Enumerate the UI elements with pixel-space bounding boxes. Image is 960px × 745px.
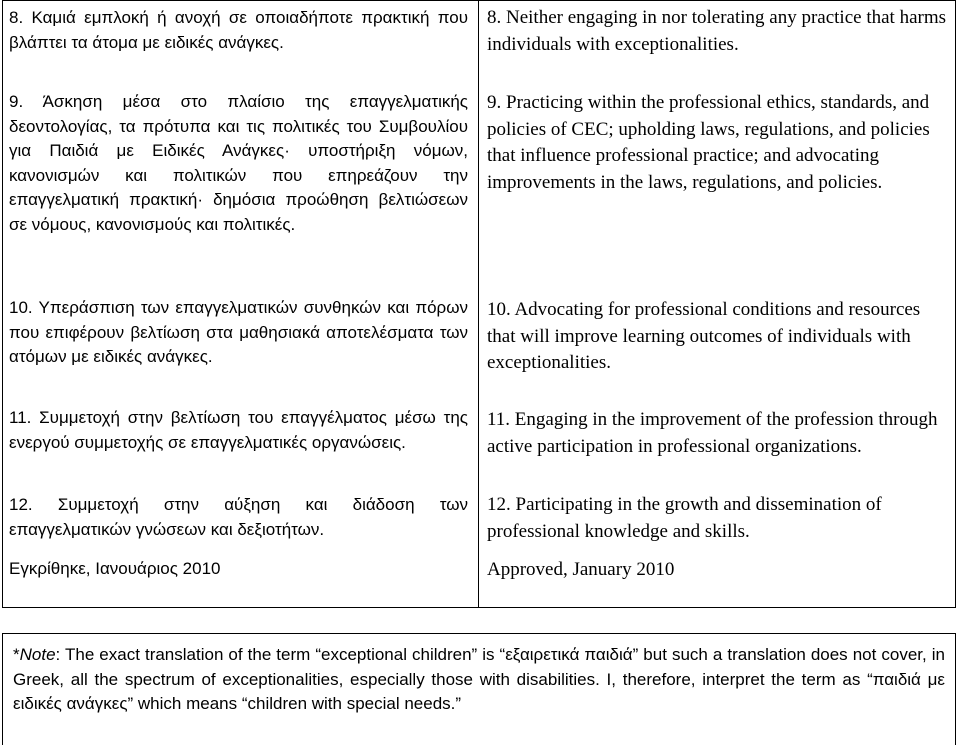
greek-item-9: 9. Άσκηση μέσα στο πλαίσιο της επαγγελματικής δεοντολογίας, τα πρότυπα και τις πολιτικές του Συμβουλίου για Παιδιά με Ειδικές Ανάγκες· υποστήριξη νόμων, κανονισμών και πολιτικών που επηρεάζουν την επαγγελματική πρακτική· δημόσια προώθηση βελτιώσεων σε νόμους, κανονισμούς και πολιτικές. bbox=[9, 92, 468, 234]
note-text: : The exact translation of the term “exceptional children” is “εξαιρετικά παιδιά” but such a translation does not cover, in Greek, all the spectrum of exceptionalities, especially those with disabilities. I, therefore, interpret the term as “παιδιά με ειδικές ανάγκες” which means “children with special needs.” bbox=[13, 645, 945, 713]
greek-item-10: 10. Υπεράσπιση των επαγγελματικών συνθηκών και πόρων που επιφέρουν βελτίωση στα μαθησιακά αποτελέσματα των ατόμων με ειδικές ανάγκες. bbox=[9, 298, 468, 366]
english-item-9: 9. Practicing within the professional ethics, standards, and policies of CEC; upholding laws, regulations, and policies that influence professional practice; and advocating improvements in the laws, regulations, and policies. bbox=[487, 92, 930, 193]
greek-item-8: 8. Καμιά εμπλοκή ή ανοχή σε οποιαδήποτε πρακτική που βλάπτει τα άτομα με ειδικές ανάγκες. bbox=[9, 8, 468, 52]
english-item-8: 8. Neither engaging in nor tolerating any practice that harms individuals with exceptionalities. bbox=[487, 7, 947, 55]
greek-approved-date: Εγκρίθηκε, Ιανουάριος 2010 bbox=[9, 559, 221, 578]
greek-item-11: 11. Συμμετοχή στην βελτίωση του επαγγέλματος μέσω της ενεργού συμμετοχής σε επαγγελματικές οργανώσεις. bbox=[9, 408, 468, 452]
english-item-11: 11. Engaging in the improvement of the profession through active participation in professional organizations. bbox=[487, 409, 938, 457]
english-item-10: 10. Advocating for professional conditions and resources that will improve learning outcomes of individuals with exceptionalities. bbox=[487, 299, 921, 373]
note-label: Note bbox=[19, 645, 56, 664]
english-item-12: 12. Participating in the growth and dissemination of professional knowledge and skills. bbox=[487, 494, 882, 542]
translation-note bbox=[2, 633, 956, 745]
note-asterisk: * bbox=[13, 645, 20, 664]
english-approved-date: Approved, January 2010 bbox=[487, 559, 675, 580]
greek-item-12: 12. Συμμετοχή στην αύξηση και διάδοση των επαγγελματικών γνώσεων και δεξιοτήτων. bbox=[9, 495, 468, 539]
